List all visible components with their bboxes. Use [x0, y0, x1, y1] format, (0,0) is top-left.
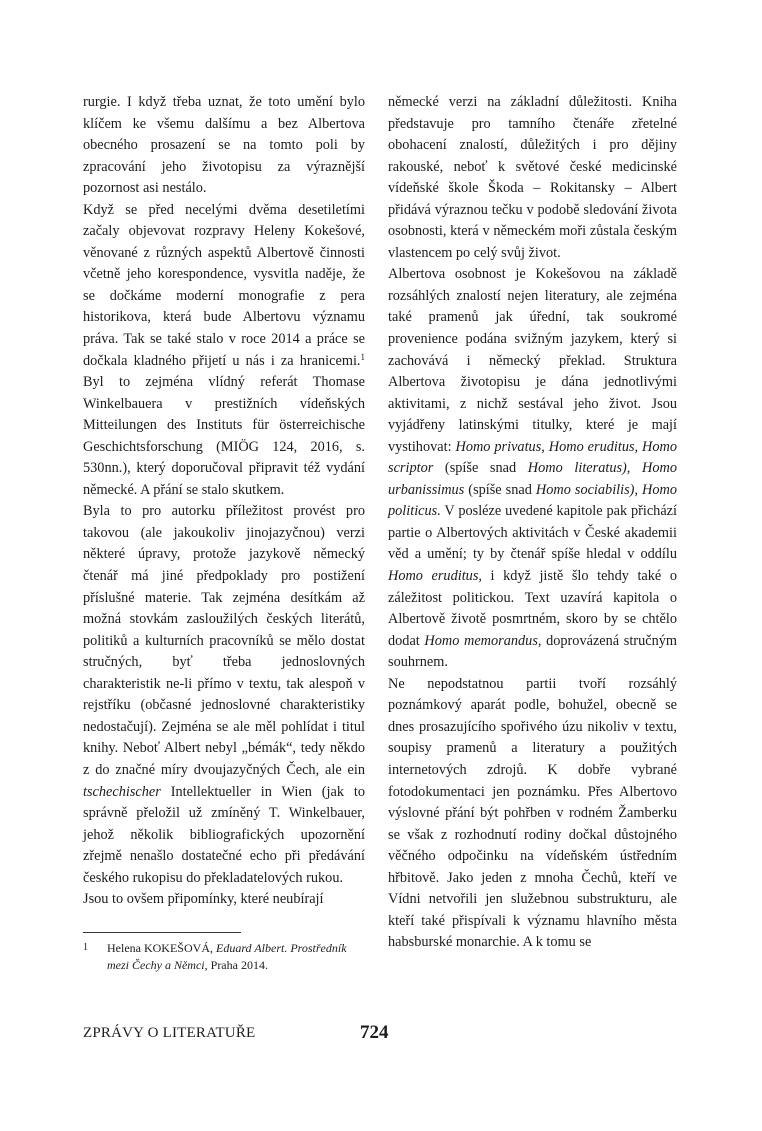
running-head: ZPRÁVY O LITERATUŘE — [83, 1025, 256, 1041]
footnote-number: 1 — [83, 942, 88, 953]
text-run: Intellektueller in Wien (jak to správně přeložil už zmíněný T. Winkelbauer, jehož několik bibliografických upozornění zřejmě nenašlo dostatečné echo při předávání českého rukopisu do překladatelových rukou. — [83, 783, 365, 886]
text-run: V posléze uvedené kapitole pak přichází partie o Albertových aktivitách v České akademii věd a umění; ty by čtenář spíše hledal v oddílu — [388, 503, 677, 563]
footnote-divider — [83, 932, 241, 933]
paragraph: německé verzi na základní důležitosti. Kniha představuje pro tamního čtenáře zřetelné obohacení znalostí, důležitých i pro dějiny rakouské, neboť k světové české medicinské vídeňské škole Škoda – Rokitansky – Albert přidává výraznou tečku v podobě sledování života osobnosti, která v německém moři zůstala českým vlastencem po celý svůj život. — [388, 94, 677, 261]
footnote-text — [83, 940, 368, 973]
paragraph — [388, 264, 677, 673]
right-column — [388, 92, 677, 954]
book-title: Eduard Albert. Prostředník mezi Čechy a Němci — [107, 941, 347, 972]
text-run: doprovázená stručným souhrnem. — [388, 632, 677, 671]
footnote — [83, 940, 368, 973]
text-run: Byla to pro autorku příležitost provést pro takovou (ale jakoukoliv jinojazyčnou) verzi některé úpravy, protože jazykově německý čtenář má jiné předpoklady pro postižení příslušné materie. Tak zejména desítkám až možná stovkám zasloužilých českých literátů, politiků a kulturních pracovníků se mělo dostat stručných, byť třeba jednoslovných charakteristik ne-li přímo v textu, tak alespoň v rejstříku (občasné jednoslovné charakteristiky nedostačují). Zejména se ale měl pohlídat i titul knihy. Neboť Albert nebyl „bémák“, tedy někdo z do značné míry dvoujazyčných Čech, ale ein — [83, 503, 365, 778]
italic-run: Homo privatus, Homo eruditus, Homo scriptor — [388, 438, 677, 477]
paragraph: Jsou to ovšem připomínky, které neubírají — [83, 891, 324, 908]
left-column — [83, 92, 365, 911]
footnote-ref[interactable]: 1 — [360, 351, 365, 362]
paragraph: rurgie. I když třeba uznat, že toto umění bylo klíčem ke všemu dalšímu a bez Albertova obecného prosazení se na tomto poli by zpracování jeho životopisu za výraznější pozornost asi nestálo. — [83, 94, 365, 197]
italic-run: Homo eruditus, — [388, 568, 482, 585]
text-run: Albertova osobnost je Kokešovou na základě rozsáhlých znalostí nejen literatury, ale zejména také pramenů jak úřední, tak soukromé provenience podána svižným jazykem, který si zachovává i německý překlad. Struktura Albertova životopisu je dána jednotlivými aktivitami, z nichž sestával jeho život. Jsou vyjádřeny latinskými titulky, které je mají vystihovat: — [388, 266, 677, 455]
page-number: 724 — [360, 1022, 389, 1043]
italic-run: Homo sociabilis), Homo politicus. — [388, 481, 677, 520]
text-run: Byl to zejména vlídný referát Thomase Winkelbauera v prestižních vídeňských Mitteilungen des Instituts für österreichische Geschichtsforschung (MIÖG 124, 2016, s. 530nn.), který doporučoval připravit též vydání německé. A přání se stalo skutkem. — [83, 374, 365, 498]
italic-run: tschechischer — [83, 783, 161, 800]
text-run: Helena KOKEŠOVÁ, — [107, 941, 216, 955]
text-run: Když se před necelými dvěma desetiletími začaly objevovat rozpravy Heleny Kokešové, věnované z různých aspektů Albertově činnosti včetně jeho korespondence, vysvitla naděje, že se dočkáme moderní monografie z pera historikova, která bude Albertovu významu práva. Tak se také stalo v roce 2014 a práce se dočkala kladného přijetí u nás i za hranicemi. — [83, 201, 365, 369]
paragraph — [83, 501, 365, 889]
paragraph: Ne nepodstatnou partii tvoří rozsáhlý poznámkový aparát podle, bohužel, obecně se dnes prosazujícího spořivého úzu nikoliv v textu, soupisy pramenů a literatury a použitých internetových zdrojů. K dobře vybrané fotodokumentaci jen poznámku. Přes Albertovo výslovné přání být pohřben v rodném Žamberku se však z rozhodnutí rodiny dočkal důstojného věčného odpočinku na vídeňském ústředním hřbitově. Jako jeden z mnoha Čechů, kteří ve Vídni netvořili jen služebnou substrukturu, ale kteří také přispívali k významu hlavního města habsburské monarchie. A k tomu se — [388, 675, 677, 951]
text-run: (spíše snad — [433, 460, 528, 477]
paragraph — [83, 200, 365, 502]
text-run: i když jistě šlo tehdy také o záležitost politickou. Text uzavírá kapitola o Albertově životě posmrtném, skoro by se chtělo dodat — [388, 568, 677, 649]
text-run: , Praha 2014. — [204, 957, 268, 972]
italic-run: Homo literatus), Homo urbanissimus — [388, 460, 677, 498]
italic-run: Homo memorandus, — [424, 632, 542, 649]
text-run: (spíše snad — [464, 481, 536, 498]
